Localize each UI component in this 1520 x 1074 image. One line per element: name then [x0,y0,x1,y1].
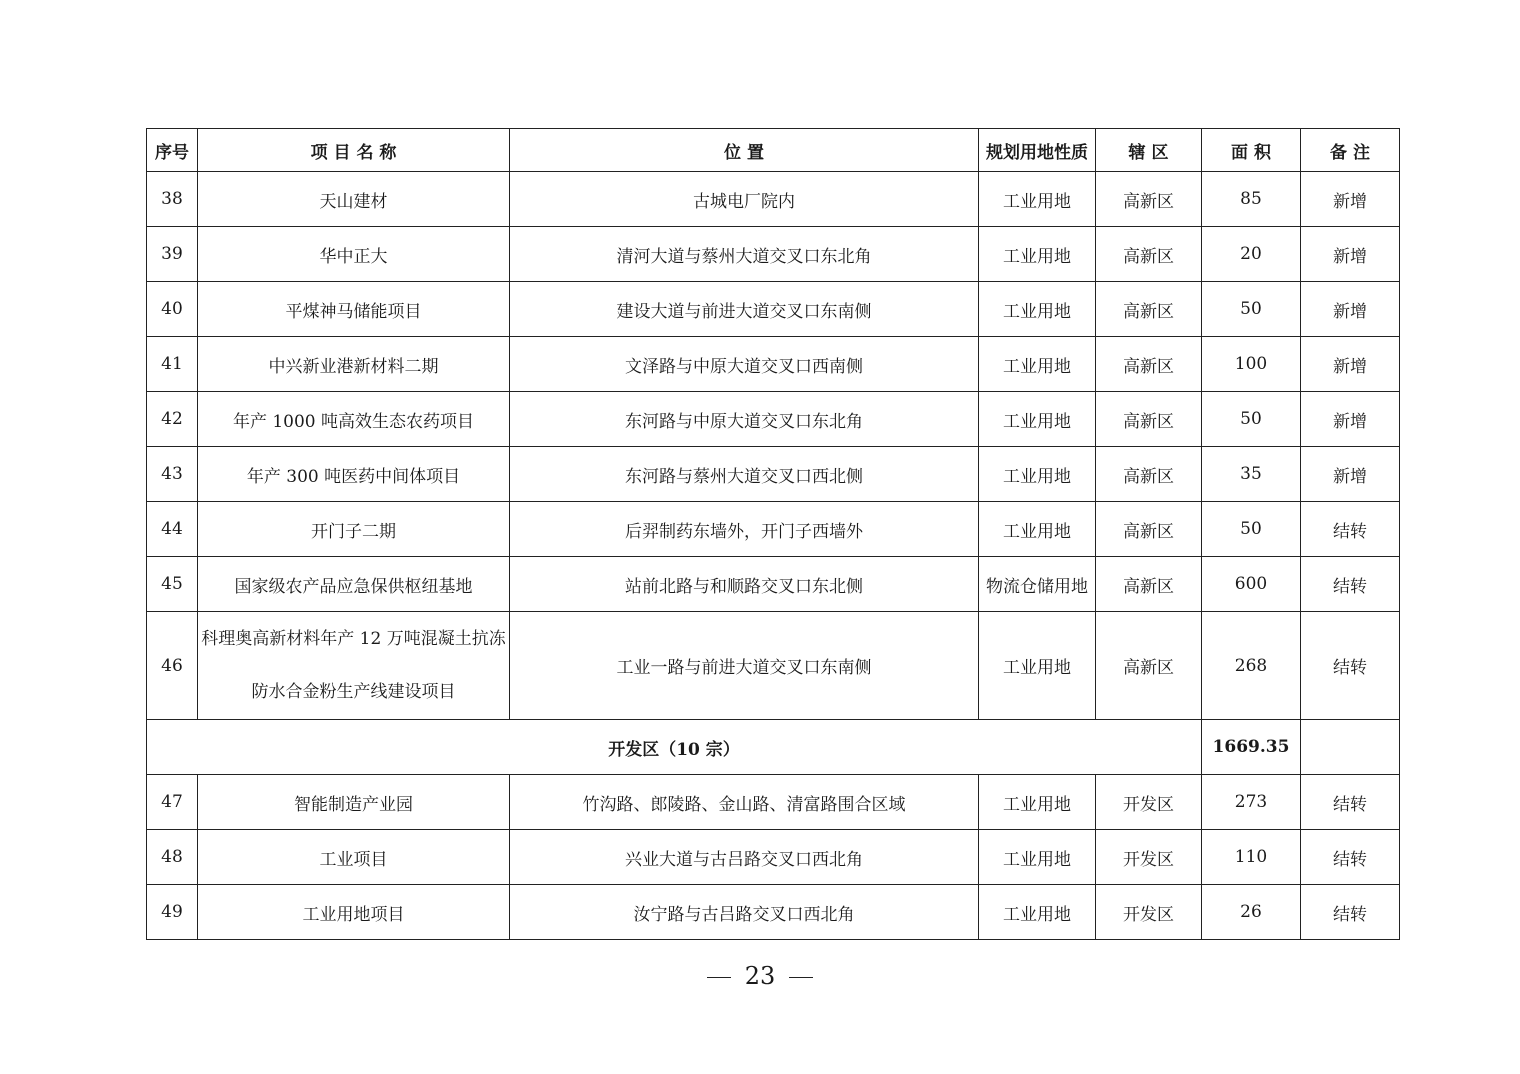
table-row [147,612,1400,720]
header-area: 面 积 [1202,129,1301,172]
cell-land-use: 工业用地 [979,502,1096,557]
cell-remark: 结转 [1301,502,1400,557]
group-remark [1301,720,1400,775]
page-number [0,962,1520,990]
cell-no: 45 [147,557,198,612]
cell-district: 开发区 [1096,885,1202,940]
cell-no: 41 [147,337,198,392]
cell-no: 40 [147,282,198,337]
group-subtotal-row [147,720,1400,775]
cell-name: 科理奥高新材料年产 12 万吨混凝土抗冻防水合金粉生产线建设项目 [198,612,510,720]
cell-name: 国家级农产品应急保供枢纽基地 [198,557,510,612]
cell-district: 高新区 [1096,282,1202,337]
cell-remark: 新增 [1301,227,1400,282]
cell-name: 年产 300 吨医药中间体项目 [198,447,510,502]
cell-land-use: 工业用地 [979,172,1096,227]
cell-no: 46 [147,612,198,720]
table-header-row [147,129,1400,172]
cell-remark: 结转 [1301,885,1400,940]
cell-area: 600 [1202,557,1301,612]
cell-district: 高新区 [1096,227,1202,282]
header-name: 项 目 名 称 [198,129,510,172]
cell-name: 年产 1000 吨高效生态农药项目 [198,392,510,447]
cell-name: 开门子二期 [198,502,510,557]
cell-location: 兴业大道与古吕路交叉口西北角 [510,830,979,885]
land-plan-table [146,128,1400,940]
cell-location: 文泽路与中原大道交叉口西南侧 [510,337,979,392]
page-number-dash-left [707,977,731,978]
cell-land-use: 工业用地 [979,612,1096,720]
table-row [147,227,1400,282]
cell-name: 中兴新业港新材料二期 [198,337,510,392]
cell-remark: 新增 [1301,447,1400,502]
cell-name: 平煤神马储能项目 [198,282,510,337]
cell-location: 清河大道与蔡州大道交叉口东北角 [510,227,979,282]
cell-area: 268 [1202,612,1301,720]
table-row [147,172,1400,227]
header-remark: 备 注 [1301,129,1400,172]
cell-remark: 新增 [1301,392,1400,447]
cell-no: 47 [147,775,198,830]
header-land-use: 规划用地性质 [979,129,1096,172]
cell-area: 50 [1202,392,1301,447]
table-row [147,392,1400,447]
cell-land-use: 工业用地 [979,775,1096,830]
cell-no: 39 [147,227,198,282]
table-row [147,885,1400,940]
cell-location: 建设大道与前进大道交叉口东南侧 [510,282,979,337]
table-row [147,337,1400,392]
cell-no: 48 [147,830,198,885]
header-no: 序号 [147,129,198,172]
cell-location: 东河路与中原大道交叉口东北角 [510,392,979,447]
table-row [147,775,1400,830]
cell-land-use: 工业用地 [979,392,1096,447]
cell-remark: 新增 [1301,282,1400,337]
cell-remark: 结转 [1301,557,1400,612]
cell-district: 高新区 [1096,337,1202,392]
cell-land-use: 工业用地 [979,227,1096,282]
cell-remark: 新增 [1301,172,1400,227]
cell-district: 开发区 [1096,830,1202,885]
cell-name: 智能制造产业园 [198,775,510,830]
cell-location: 后羿制药东墙外，开门子西墙外 [510,502,979,557]
cell-remark: 结转 [1301,612,1400,720]
cell-area: 100 [1202,337,1301,392]
cell-land-use: 工业用地 [979,885,1096,940]
cell-district: 开发区 [1096,775,1202,830]
cell-area: 35 [1202,447,1301,502]
cell-area: 50 [1202,282,1301,337]
cell-name: 工业用地项目 [198,885,510,940]
cell-location: 站前北路与和顺路交叉口东北侧 [510,557,979,612]
cell-land-use: 工业用地 [979,337,1096,392]
cell-area: 26 [1202,885,1301,940]
cell-name: 工业项目 [198,830,510,885]
cell-location: 竹沟路、郎陵路、金山路、清富路围合区域 [510,775,979,830]
header-district: 辖 区 [1096,129,1202,172]
cell-area: 20 [1202,227,1301,282]
cell-land-use: 工业用地 [979,447,1096,502]
page-number-dash-right [789,977,813,978]
cell-remark: 结转 [1301,775,1400,830]
table-row [147,282,1400,337]
cell-location: 古城电厂院内 [510,172,979,227]
page-number-value: 23 [744,962,776,990]
cell-no: 43 [147,447,198,502]
cell-no: 49 [147,885,198,940]
table-row [147,557,1400,612]
cell-no: 44 [147,502,198,557]
cell-area: 273 [1202,775,1301,830]
cell-no: 42 [147,392,198,447]
group-label: 开发区（10 宗） [147,720,1202,775]
cell-remark: 结转 [1301,830,1400,885]
header-location: 位 置 [510,129,979,172]
cell-area: 50 [1202,502,1301,557]
cell-district: 高新区 [1096,172,1202,227]
cell-remark: 新增 [1301,337,1400,392]
cell-area: 85 [1202,172,1301,227]
cell-district: 高新区 [1096,612,1202,720]
cell-land-use: 工业用地 [979,830,1096,885]
cell-area: 110 [1202,830,1301,885]
cell-land-use: 物流仓储用地 [979,557,1096,612]
cell-district: 高新区 [1096,392,1202,447]
cell-district: 高新区 [1096,502,1202,557]
cell-location: 汝宁路与古吕路交叉口西北角 [510,885,979,940]
table-row [147,447,1400,502]
cell-no: 38 [147,172,198,227]
cell-name: 华中正大 [198,227,510,282]
cell-district: 高新区 [1096,557,1202,612]
cell-location: 工业一路与前进大道交叉口东南侧 [510,612,979,720]
cell-land-use: 工业用地 [979,282,1096,337]
table-row [147,502,1400,557]
cell-district: 高新区 [1096,447,1202,502]
table-row [147,830,1400,885]
cell-name: 天山建材 [198,172,510,227]
cell-location: 东河路与蔡州大道交叉口西北侧 [510,447,979,502]
group-total-area: 1669.35 [1202,720,1301,775]
